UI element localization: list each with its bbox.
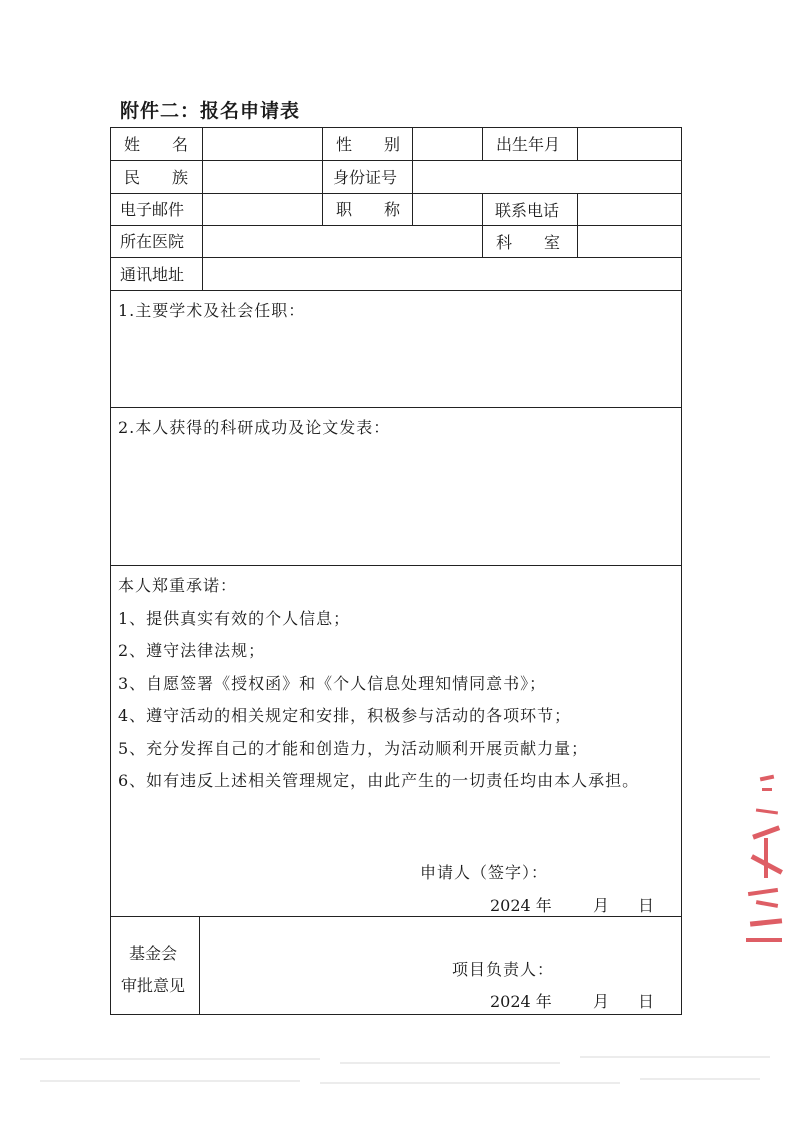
gender-field[interactable] — [414, 129, 480, 159]
section-divider — [110, 916, 682, 917]
job-title-label: 职 称 — [336, 200, 401, 219]
column-divider — [577, 193, 578, 257]
pledge-item: 4、遵守活动的相关规定和安排，积极参与活动的各项环节； — [118, 706, 572, 725]
row-divider — [110, 257, 682, 258]
department-field[interactable] — [579, 227, 680, 256]
id-number-label: 身份证号 — [333, 168, 398, 187]
column-divider — [202, 127, 203, 290]
pledge-item: 3、自愿签署《授权函》和《个人信息处理知情同意书》； — [118, 674, 547, 693]
pledge-date-day: 日 — [638, 896, 655, 915]
column-divider — [322, 127, 323, 225]
section-divider — [110, 565, 682, 566]
row-divider — [110, 290, 682, 291]
id-number-field[interactable] — [414, 162, 680, 192]
address-label: 通讯地址 — [120, 265, 185, 284]
column-divider — [199, 916, 200, 1015]
achievements-label: 2.本人获得的科研成功及论文发表： — [118, 418, 391, 437]
row-divider — [110, 193, 682, 194]
job-title-field[interactable] — [414, 195, 480, 224]
name-field[interactable] — [204, 129, 320, 159]
approval-date-day: 日 — [638, 992, 655, 1011]
birth-label: 出生年月 — [496, 135, 561, 154]
positions-label: 1.主要学术及社会任职： — [118, 301, 306, 320]
name-label: 姓 名 — [124, 135, 189, 154]
approval-opinion-field[interactable] — [201, 918, 680, 958]
approval-date-year: 2024 年 — [490, 992, 552, 1011]
signature-field[interactable] — [555, 857, 675, 885]
form-title: 附件二：报名申请表 — [120, 100, 301, 122]
responsible-label: 项目负责人： — [452, 960, 555, 979]
phone-field[interactable] — [579, 195, 680, 224]
row-divider — [110, 160, 682, 161]
ethnicity-field[interactable] — [204, 162, 320, 192]
achievements-field[interactable] — [112, 442, 680, 563]
pledge-item: 2、遵守法律法规； — [118, 641, 266, 660]
section-divider — [110, 407, 682, 408]
pledge-heading: 本人郑重承诺： — [118, 576, 238, 595]
scan-noise — [0, 1040, 793, 1100]
approval-label-line1: 基金会 — [129, 944, 178, 963]
hospital-label: 所在医院 — [120, 232, 185, 251]
row-divider — [110, 225, 682, 226]
department-label: 科 室 — [496, 233, 561, 252]
birth-field[interactable] — [579, 129, 680, 159]
ethnicity-label: 民 族 — [124, 168, 189, 187]
phone-label: 联系电话 — [495, 201, 560, 220]
pledge-date-year: 2024 年 — [490, 896, 552, 915]
approval-date-month: 月 — [593, 992, 610, 1011]
gender-label: 性 别 — [336, 135, 401, 154]
signature-label: 申请人（签字）： — [420, 863, 549, 882]
pledge-item: 6、如有违反上述相关管理规定，由此产生的一切责任均由本人承担。 — [118, 771, 640, 790]
email-label: 电子邮件 — [120, 200, 185, 219]
pledge-date-month: 月 — [593, 896, 610, 915]
address-field[interactable] — [204, 259, 680, 289]
column-divider — [482, 193, 483, 257]
column-divider — [577, 127, 578, 160]
column-divider — [412, 127, 413, 225]
pledge-item: 1、提供真实有效的个人信息； — [118, 609, 351, 628]
email-field[interactable] — [204, 195, 320, 224]
red-seal-fragment — [742, 770, 792, 950]
positions-field[interactable] — [112, 325, 680, 405]
approval-label-line2: 审批意见 — [121, 976, 186, 995]
hospital-field[interactable] — [204, 227, 480, 256]
pledge-item: 5、充分发挥自己的才能和创造力，为活动顺利开展贡献力量； — [118, 739, 589, 758]
column-divider — [482, 127, 483, 160]
